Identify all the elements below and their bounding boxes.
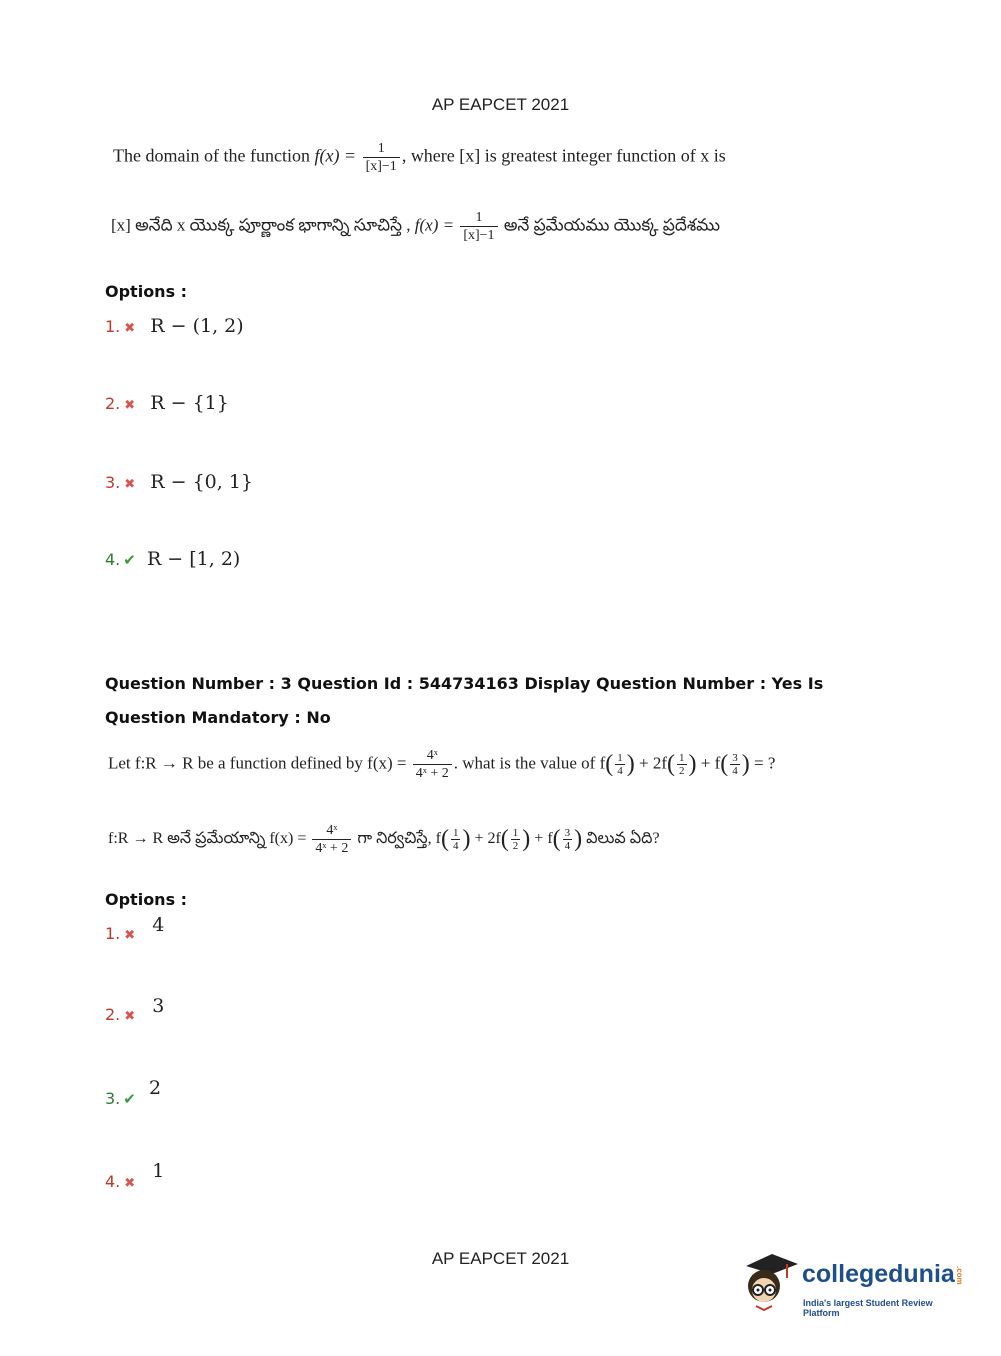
plus-2f: + 2f <box>474 830 501 848</box>
option-value: 2 <box>148 1077 162 1099</box>
fraction <box>413 747 452 782</box>
small-fraction <box>677 752 687 777</box>
wrong-icon: ✖ <box>124 1009 136 1024</box>
wrong-icon: ✖ <box>124 321 136 336</box>
plus-f: + f <box>534 830 553 848</box>
function-label: f(x) = <box>314 145 357 166</box>
equals-question: = ? <box>754 753 776 773</box>
option-number: 4. <box>105 1172 121 1191</box>
question-3-meta: Question Number : 3 Question Id : 544734163 Display Question Number : Yes Is Question Mandatory : No <box>105 674 824 727</box>
question-2-telugu <box>111 209 720 244</box>
question-2-english <box>113 140 726 175</box>
telugu-prefix: f:R → R అనే ప్రమేయాన్ని f(x) = <box>108 830 307 848</box>
option-number: 2. <box>105 394 121 413</box>
wrong-icon: ✖ <box>124 1176 136 1191</box>
small-fraction <box>451 827 461 852</box>
num: 1 <box>512 827 519 839</box>
check-icon: ✔ <box>123 551 136 569</box>
num: 1 <box>617 752 623 764</box>
option-2[interactable] <box>105 995 165 1025</box>
wrong-icon: ✖ <box>124 477 136 492</box>
question-3-prefix: Let f:R → R be a function defined by f(x) = <box>108 753 407 773</box>
logo-com: .com <box>954 1266 964 1285</box>
question-2-prefix: The domain of the function <box>113 145 310 166</box>
den: 4 <box>732 765 738 777</box>
option-value: 4 <box>152 914 165 936</box>
option-number: 2. <box>105 1005 121 1024</box>
option-value: 1 <box>152 1160 165 1182</box>
small-fraction <box>615 752 625 777</box>
options-label: Options : <box>105 282 188 301</box>
fraction-numerator: 4ˣ <box>413 747 452 765</box>
option-number: 1. <box>105 317 121 336</box>
small-fraction <box>511 827 521 852</box>
option-number: 4. <box>105 550 121 569</box>
collegedunia-logo[interactable] <box>742 1250 970 1320</box>
option-number: 1. <box>105 924 121 943</box>
option-number: 3. <box>105 1089 121 1108</box>
question-2-suffix: , where [x] is greatest integer function of x is <box>401 145 726 166</box>
logo-wordmark: collegedunia <box>802 1260 955 1288</box>
telugu-fraction <box>460 209 497 244</box>
telugu-middle: గా నిర్వచిస్తే, f <box>357 830 441 848</box>
option-1[interactable] <box>105 914 165 944</box>
question-3-telugu: f:R → R అనే ప్రమేయాన్ని f(x) = $\frac{\text{4ˣ}}{\text{4ˣ + 2}}$ గా నిర్వచిస్తే, f( $\frac{1}{4}$ ) + 2f( $\frac{1}{2}$ ) + f( $\frac{3}{4}$ ) విలువ ఏది? <box>108 823 660 856</box>
wrong-icon: ✖ <box>124 928 136 943</box>
fraction-numerator: 4ˣ <box>312 822 351 840</box>
plus-2f: + 2f <box>639 753 668 773</box>
option-value: R − {0, 1} <box>150 471 254 493</box>
telugu-suffix: అనే ప్రమేయము యొక్క ప్రదేశము <box>503 215 721 235</box>
telugu-prefix: [x] అనేది x యొక్క పూర్ణాంక భాగాన్ని సూచిస్తే , <box>111 215 411 235</box>
den: 4 <box>564 840 571 852</box>
page-footer: AP EAPCET 2021 <box>431 1249 570 1268</box>
option-number: 3. <box>105 473 121 492</box>
num: 1 <box>452 827 459 839</box>
option-1[interactable] <box>105 315 244 337</box>
options-label: Options : <box>105 890 188 909</box>
logo-tagline: India's largest Student Review Platform <box>803 1298 933 1318</box>
num: 3 <box>564 827 571 839</box>
fraction-numerator: 1 <box>363 140 400 158</box>
wrong-icon: ✖ <box>124 398 136 413</box>
page-header: AP EAPCET 2021 <box>431 95 570 114</box>
question-3-middle: . what is the value of f <box>453 753 606 773</box>
option-2[interactable] <box>105 392 229 414</box>
fraction-denominator: 4ˣ + 2 <box>315 841 349 856</box>
option-value: R − (1, 2) <box>150 315 244 337</box>
option-3[interactable] <box>105 471 253 493</box>
den: 2 <box>512 840 519 852</box>
plus-f: + f <box>700 753 721 773</box>
telugu-fraction-numerator: 1 <box>460 209 497 227</box>
mascot-icon <box>742 1250 800 1312</box>
num: 3 <box>732 752 738 764</box>
option-value: 3 <box>152 995 165 1017</box>
den: 4 <box>617 765 623 777</box>
telugu-suffix: విలువ ఏది? <box>586 830 660 848</box>
option-4[interactable] <box>105 1160 165 1192</box>
option-3[interactable] <box>105 1077 162 1109</box>
telugu-fraction <box>312 822 351 857</box>
fraction-denominator: 4ˣ + 2 <box>415 766 449 781</box>
telugu-function-label: f(x) = <box>414 215 455 235</box>
question-3-english: Let f:R → R be a function defined by f(x) = $\frac{\text{4ˣ}}{\text{4ˣ + 2}}$ . what is the value of f( $\frac{1}{4}$ ) + 2f( $\frac{1}{2}$ ) + f( $\frac{3}{4}$ ) = ? <box>108 748 776 781</box>
small-fraction <box>730 752 740 777</box>
fraction <box>363 140 400 175</box>
num: 1 <box>679 752 685 764</box>
fraction-denominator: [x]−1 <box>365 159 397 174</box>
small-fraction <box>563 827 573 852</box>
option-value: R − {1} <box>150 392 229 414</box>
option-4[interactable] <box>105 548 240 570</box>
den: 4 <box>452 840 459 852</box>
den: 2 <box>679 765 685 777</box>
option-value: R − [1, 2) <box>146 548 241 570</box>
check-icon: ✔ <box>123 1090 136 1108</box>
telugu-fraction-denominator: [x]−1 <box>463 228 495 243</box>
